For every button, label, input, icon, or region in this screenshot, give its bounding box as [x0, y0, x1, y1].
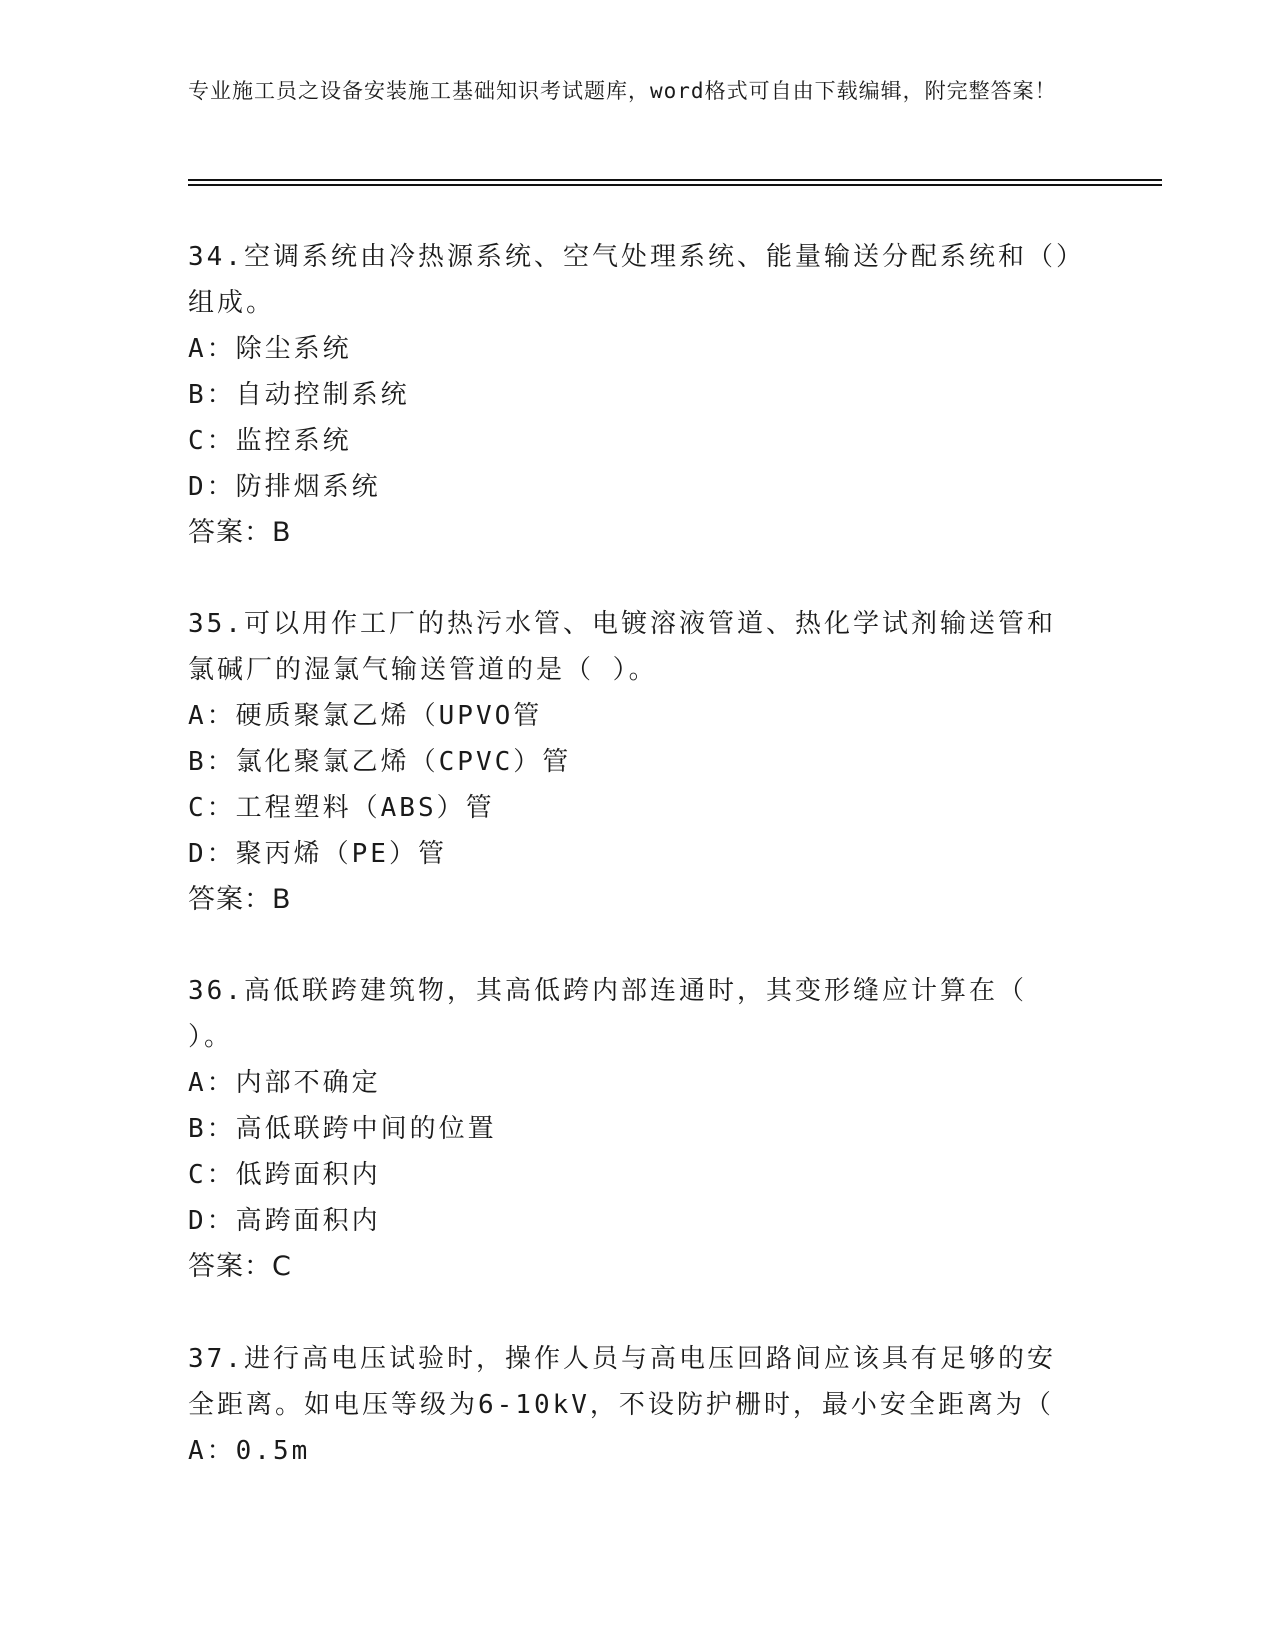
option-c: C：低跨面积内 [188, 1160, 381, 1190]
question-37 [188, 1336, 1078, 1474]
question-text: 35.可以用作工厂的热污水管、电镀溶液管道、热化学试剂输送管和氯碱厂的湿氯气输送管道的是（ ）。 [188, 609, 1056, 685]
header-divider-bottom [188, 184, 1162, 186]
option-a: A：0.5m [188, 1436, 311, 1466]
option-d: D：防排烟系统 [188, 472, 381, 502]
question-text: 34.空调系统由冷热源系统、空气处理系统、能量输送分配系统和（）组成。 [188, 242, 1072, 318]
option-b: B：自动控制系统 [188, 380, 410, 410]
option-a: A：除尘系统 [188, 334, 352, 364]
question-text: 37.进行高电压试验时，操作人员与高电压回路间应该具有足够的安全距离。如电压等级为6-10kV，不设防护栅时，最小安全距离为（ [188, 1344, 1056, 1420]
option-a: A：内部不确定 [188, 1068, 381, 1098]
question-35 [188, 601, 1078, 923]
question-34 [188, 234, 1078, 556]
question-text: 36.高低联跨建筑物，其高低跨内部连通时，其变形缝应计算在（ ）。 [188, 976, 1027, 1052]
option-c: C：工程塑料（ABS）管 [188, 793, 495, 823]
option-d: D：聚丙烯（PE）管 [188, 839, 447, 869]
header-divider-top [188, 179, 1162, 181]
answer: 答案：B [188, 884, 292, 915]
question-36 [188, 968, 1078, 1290]
answer: 答案：B [188, 517, 292, 548]
option-a: A：硬质聚氯乙烯（UPVO管 [188, 701, 543, 731]
option-d: D：高跨面积内 [188, 1206, 381, 1236]
option-c: C：监控系统 [188, 426, 352, 456]
option-b: B：氯化聚氯乙烯（CPVC）管 [188, 747, 572, 777]
option-b: B：高低联跨中间的位置 [188, 1114, 497, 1144]
answer: 答案：C [188, 1251, 292, 1282]
document-header: 专业施工员之设备安装施工基础知识考试题库，word格式可自由下载编辑，附完整答案！ [188, 79, 1057, 103]
